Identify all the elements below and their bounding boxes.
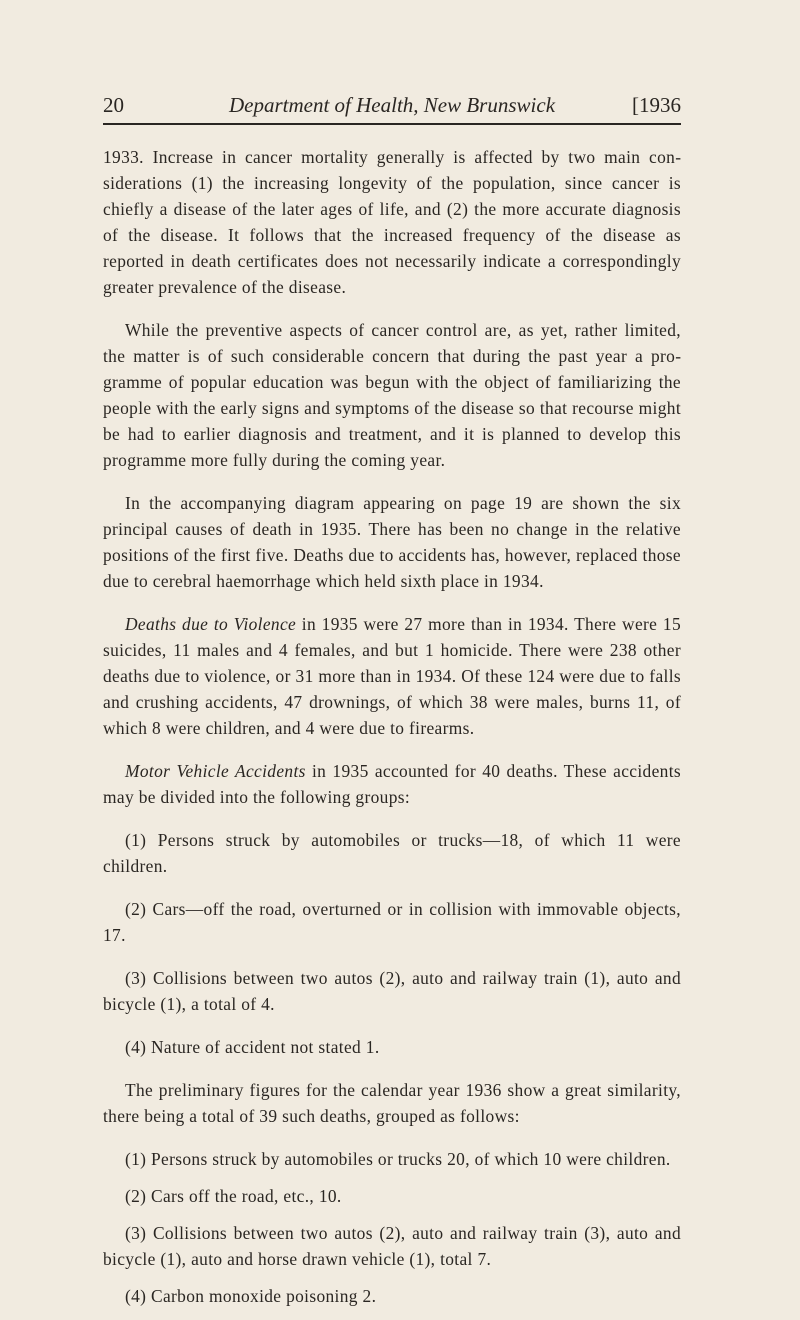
run-in-heading: Motor Vehicle Accidents <box>125 761 306 781</box>
list-item-1936-4 <box>103 1283 681 1309</box>
paragraph-text: in 1935 were 27 more than in 1934. There were 15 suicides, 11 males and 4 females, and but 1 homicide. There were 238 other deaths due to violence, or 31 more than in 1934. Of these 124 were due to falls and crushing accidents, 47 drownings, of which 38 were males, burns 11, of which 8 were children, and 4 were due to firearms. <box>103 614 681 738</box>
paragraph-text: 1933. Increase in cancer mortality generally is affected by two main considerations (1) the increasing longevity of the population, since cancer is chiefly a disease of the later ages of life, and (2) the more accurate diagnosis of the disease. It follows that the increased frequency of the disease as reported in death certificates does not necessarily indicate a correspondingly greater prevalence of the disease. <box>103 147 681 297</box>
paragraph-text: (4) Nature of accident not stated 1. <box>125 1037 380 1057</box>
paragraph-text: The preliminary figures for the calendar year 1936 show a great similarity, there being a total of 39 such deaths, grouped as follows: <box>103 1080 681 1126</box>
paragraph-text: (3) Collisions between two autos (2), auto and railway train (3), auto and bicycle (1), auto and horse drawn vehicle (1), total 7. <box>103 1223 681 1269</box>
paragraph-text: While the preventive aspects of cancer control are, as yet, rather limited, the matter is of such considerable concern that during the past year a programme of popular education was begun with the object of familiarizing the people with the early signs and symptoms of the disease so that recourse might be had to earlier diagnosis and treatment, and it is planned to develop this programme more fully during the coming year. <box>103 320 681 470</box>
paragraph-deaths-violence <box>103 611 681 741</box>
header-rule <box>103 123 681 125</box>
list-item-1936-3 <box>103 1220 681 1272</box>
paragraph-text: (1) Persons struck by automobiles or trucks 20, of which 10 were children. <box>125 1149 671 1169</box>
paragraph-cancer-mortality <box>103 144 681 300</box>
list-item-1935-2 <box>103 896 681 948</box>
paragraph-text: In the accompanying diagram appearing on page 19 are shown the six principal causes of death in 1935. There has been no change in the relative positions of the first five. Deaths due to accidents has, however, replaced those due to cerebral haemorrhage which held sixth place in 1934. <box>103 493 681 591</box>
list-item-1936-1 <box>103 1146 681 1172</box>
paragraph-principal-causes <box>103 490 681 594</box>
paragraph-text: (1) Persons struck by automobiles or trucks—18, of which 11 were children. <box>103 830 681 876</box>
running-title: Department of Health, New Brunswick <box>228 93 556 117</box>
body-text <box>103 144 681 1320</box>
list-item-1935-1 <box>103 827 681 879</box>
paragraph-motor-vehicle <box>103 758 681 810</box>
paragraph-text: in 1935 accounted for 40 deaths. These accidents may be divided into the following groups: <box>103 761 682 807</box>
list-item-1936-2 <box>103 1183 681 1209</box>
paragraph-text: (4) Carbon monoxide poisoning 2. <box>125 1286 377 1306</box>
run-in-heading: Deaths due to Violence <box>125 614 297 634</box>
running-header <box>103 92 681 126</box>
report-year: [1936 <box>632 93 681 117</box>
paragraph-text: (3) Collisions between two autos (2), auto and railway train (1), auto and bicycle (1), a total of 4. <box>103 968 681 1014</box>
paragraph-text: (2) Cars—off the road, overturned or in collision with immovable objects, 17. <box>103 899 681 945</box>
paragraph-1936-figures <box>103 1077 681 1129</box>
list-item-1935-4 <box>103 1034 681 1060</box>
paragraph-cancer-control <box>103 317 681 473</box>
paragraph-text: (2) Cars off the road, etc., 10. <box>125 1186 342 1206</box>
page-number: 20 <box>103 93 124 117</box>
list-item-1935-3 <box>103 965 681 1017</box>
